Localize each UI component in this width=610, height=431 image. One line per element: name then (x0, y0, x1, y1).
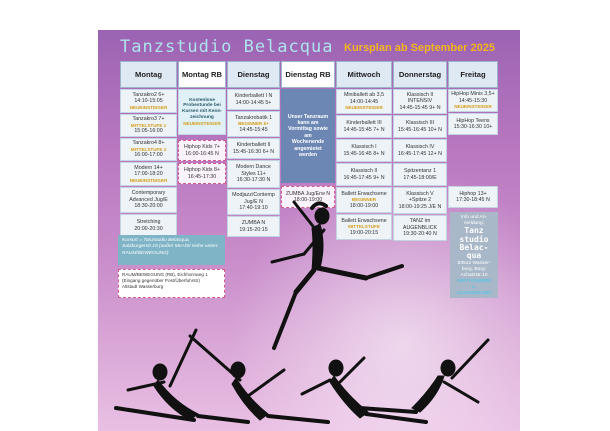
course-line: Miniballett ab 3,5 (343, 92, 385, 99)
column-header: Montag RB (178, 61, 226, 88)
course-line: 16:00-17:00 (134, 152, 163, 159)
note-line: Unser Tanzraum (287, 113, 329, 120)
course-line: Modjazz/Contemp (232, 192, 275, 199)
course-line: Klassisch II (406, 91, 434, 98)
note-line: angemietet (294, 145, 322, 152)
studio-name-line: Belac- (459, 243, 489, 253)
course-line: Klassisch IV (405, 144, 435, 151)
course-line: 17:00-18:20 (134, 171, 163, 178)
course-line: ZUMBA Jug/Erw N (285, 190, 331, 197)
note-line: zeichnung (190, 115, 214, 121)
course-line: 16:45-17:30 (187, 173, 217, 180)
course-line: 19:30-20:40 N (403, 231, 437, 238)
course-line: 15:45-16:30 6+ N (232, 148, 275, 155)
column-header: Dienstag (227, 61, 280, 88)
course-line: Contemporary (131, 190, 166, 197)
course-line: Tanzakro2 6+ (132, 91, 165, 98)
course-tag: NEUEINSTEIGER (129, 177, 168, 183)
column-header: Mittwoch (336, 61, 392, 88)
course-line: 17:45-18:00/E (403, 174, 437, 181)
ground-dancer (190, 336, 328, 422)
studio-name-line: Tanz (464, 226, 484, 236)
course-line: Klassisch I (351, 144, 377, 151)
course-line: Jug/E N (244, 198, 263, 205)
phone-number[interactable]: 0176/22007500 (457, 291, 491, 297)
course-line: Spitzentanz 1 (403, 168, 437, 175)
course-line: Kinderballett III (346, 120, 382, 127)
course-line: INTENSIV (407, 98, 433, 105)
ground-dancer (116, 330, 248, 422)
course-line: 20:00-20:30 (134, 225, 163, 232)
course-line: 15:45-16:45 10+ N (397, 126, 443, 133)
course-line: 15:45-16:45 8+ N (343, 150, 385, 157)
course-line: 19:15-20:15 (239, 226, 268, 233)
course-line: 16:00-16:45 N (185, 150, 219, 157)
course-line: 18:30-20:00 (134, 203, 163, 210)
course-line: Advanced Jug/E (129, 196, 168, 203)
course-tag: MITTELSTUFE 1 (130, 122, 167, 128)
course-tag: MITTELSTUFE (348, 224, 380, 230)
course-line: 14:45-15:30 (458, 97, 488, 104)
course-tag: MITTELSTUFE 2 (130, 146, 167, 152)
course-line: Tanzakro3 7+ (132, 116, 165, 123)
course-line: 14:45-15:45 (239, 126, 268, 133)
course-tag: BEGINNER 6+ (238, 121, 269, 127)
course-line: 17:30-18:45 N (456, 197, 490, 203)
course-line: 14:45-15:45 7+ N (343, 126, 385, 133)
note-line: Vormittag sowie (288, 126, 328, 133)
course-line: AUGENBLICK (402, 224, 438, 231)
course-line: Kinderballett I N (234, 93, 273, 100)
raum-line: Altstadt Wasserburg (122, 284, 164, 290)
phone-separator: o. (471, 285, 477, 291)
info-line: Info und An- (460, 215, 488, 220)
course-line: ZUMBA N (241, 220, 266, 227)
course-line: Modern 14+ (134, 164, 163, 171)
course-tag: NEUEINSTEIGER (183, 120, 221, 126)
course-line: Klassisch V (406, 190, 434, 197)
course-line: Hiphop Kids 8+ (183, 167, 221, 174)
column-header: Montag (120, 61, 177, 88)
note-line: am (304, 132, 312, 139)
ground-dancer (360, 340, 488, 412)
course-line: 14:45-15:45 9+ N (399, 104, 441, 111)
course-line: Klassisch II (350, 168, 378, 175)
course-line: 17:40-19:10 (239, 205, 268, 212)
course-line: Tanzakro4 8+ (132, 140, 165, 147)
note-line: werden (298, 151, 318, 158)
dancers-photo (98, 30, 520, 431)
raum-line: RAUM/BEWEGUNG (RB), Eichhornweg 1 (122, 272, 208, 277)
address-line: Achatzstr.10 (460, 273, 488, 279)
note-line: Probestunde bei (183, 103, 221, 109)
info-line: meldung: (463, 221, 485, 227)
course-tag: BEGINNER (351, 197, 377, 203)
phone-number[interactable]: 08071/1049828 (457, 279, 491, 285)
course-line: Hiphop Kids 7+ (183, 144, 221, 151)
course-line: 19:00-20:15 (349, 229, 379, 236)
course-line: 16:45-17:45 9+ N (343, 174, 385, 181)
course-tag: NEUEINSTEIGER (345, 105, 383, 111)
studio-title: Tanzstudio Belacqua (120, 37, 334, 57)
course-line: TANZ im (409, 218, 431, 225)
course-line: Kinderballett II (236, 142, 271, 149)
course-line: 14:00-14:45 5+ (235, 99, 272, 106)
note-line: Wochenende (291, 139, 325, 146)
course-line: Stretching (136, 219, 161, 226)
raum-line: (Eingang gegenüber Post/Überfuhrstr) (122, 278, 200, 284)
note-line: kann am (297, 120, 319, 127)
course-line: 18:00-19:00 (293, 197, 323, 203)
course-line: Tanzakrobatik 1 (234, 114, 273, 121)
address-line: 83512 Wasser- (457, 260, 491, 266)
course-line: 16:30-17:30 N (236, 177, 271, 184)
course-line: Hiphop 13+ (459, 190, 487, 197)
course-line: 15:05-16:00 (134, 128, 163, 135)
column-header: Dienstag RB (281, 61, 335, 88)
course-line: 14:00-14:45 (349, 98, 379, 105)
course-line: 15:30-16:30 10+ (453, 124, 493, 130)
column-header: Freitag (448, 61, 498, 88)
course-tag: NEUEINSTEIGER (129, 104, 168, 110)
course-tag: NEUEINSTEIGER (454, 104, 492, 110)
schedule-subtitle: Kursplan ab September 2025 (344, 42, 496, 54)
studio-name-line: studio (459, 234, 489, 244)
course-line: Styles 11+ (241, 170, 266, 177)
course-location-note: Kursort = Tanzstudio Belacqua, Salzburgerstr.15 (außer Mo+Di/ siehe unten: RAUM/BEWEGUNG) (118, 235, 225, 265)
flyer (98, 30, 520, 431)
course-line: 18:00-19:00 (349, 202, 379, 209)
column-header: Donnerstag (393, 61, 447, 88)
course-line: Ballett Erwachsene (341, 217, 387, 224)
course-line: +Spitze 2 (408, 197, 432, 204)
course-line: HipHop Minis 3,5+ (451, 91, 495, 98)
course-line: 18:00-19:25 J/E N (398, 203, 442, 210)
jumping-dancer (272, 202, 402, 348)
course-line: Ballett Erwachsene (341, 190, 387, 197)
note-line: Kostenlose (189, 97, 215, 103)
note-line: Kursen mit Kenn- (182, 109, 222, 115)
course-line: Modern Dance (236, 164, 271, 171)
course-line: HipHop Teens (456, 117, 490, 124)
course-line: Klassisch III (405, 120, 435, 127)
course-line: 16:45-17:45 12+ N (397, 150, 443, 157)
studio-name-line: qua (466, 251, 482, 261)
course-line: 14:10-15:05 (134, 98, 163, 105)
address-line: burg, Bürg: (461, 266, 487, 272)
